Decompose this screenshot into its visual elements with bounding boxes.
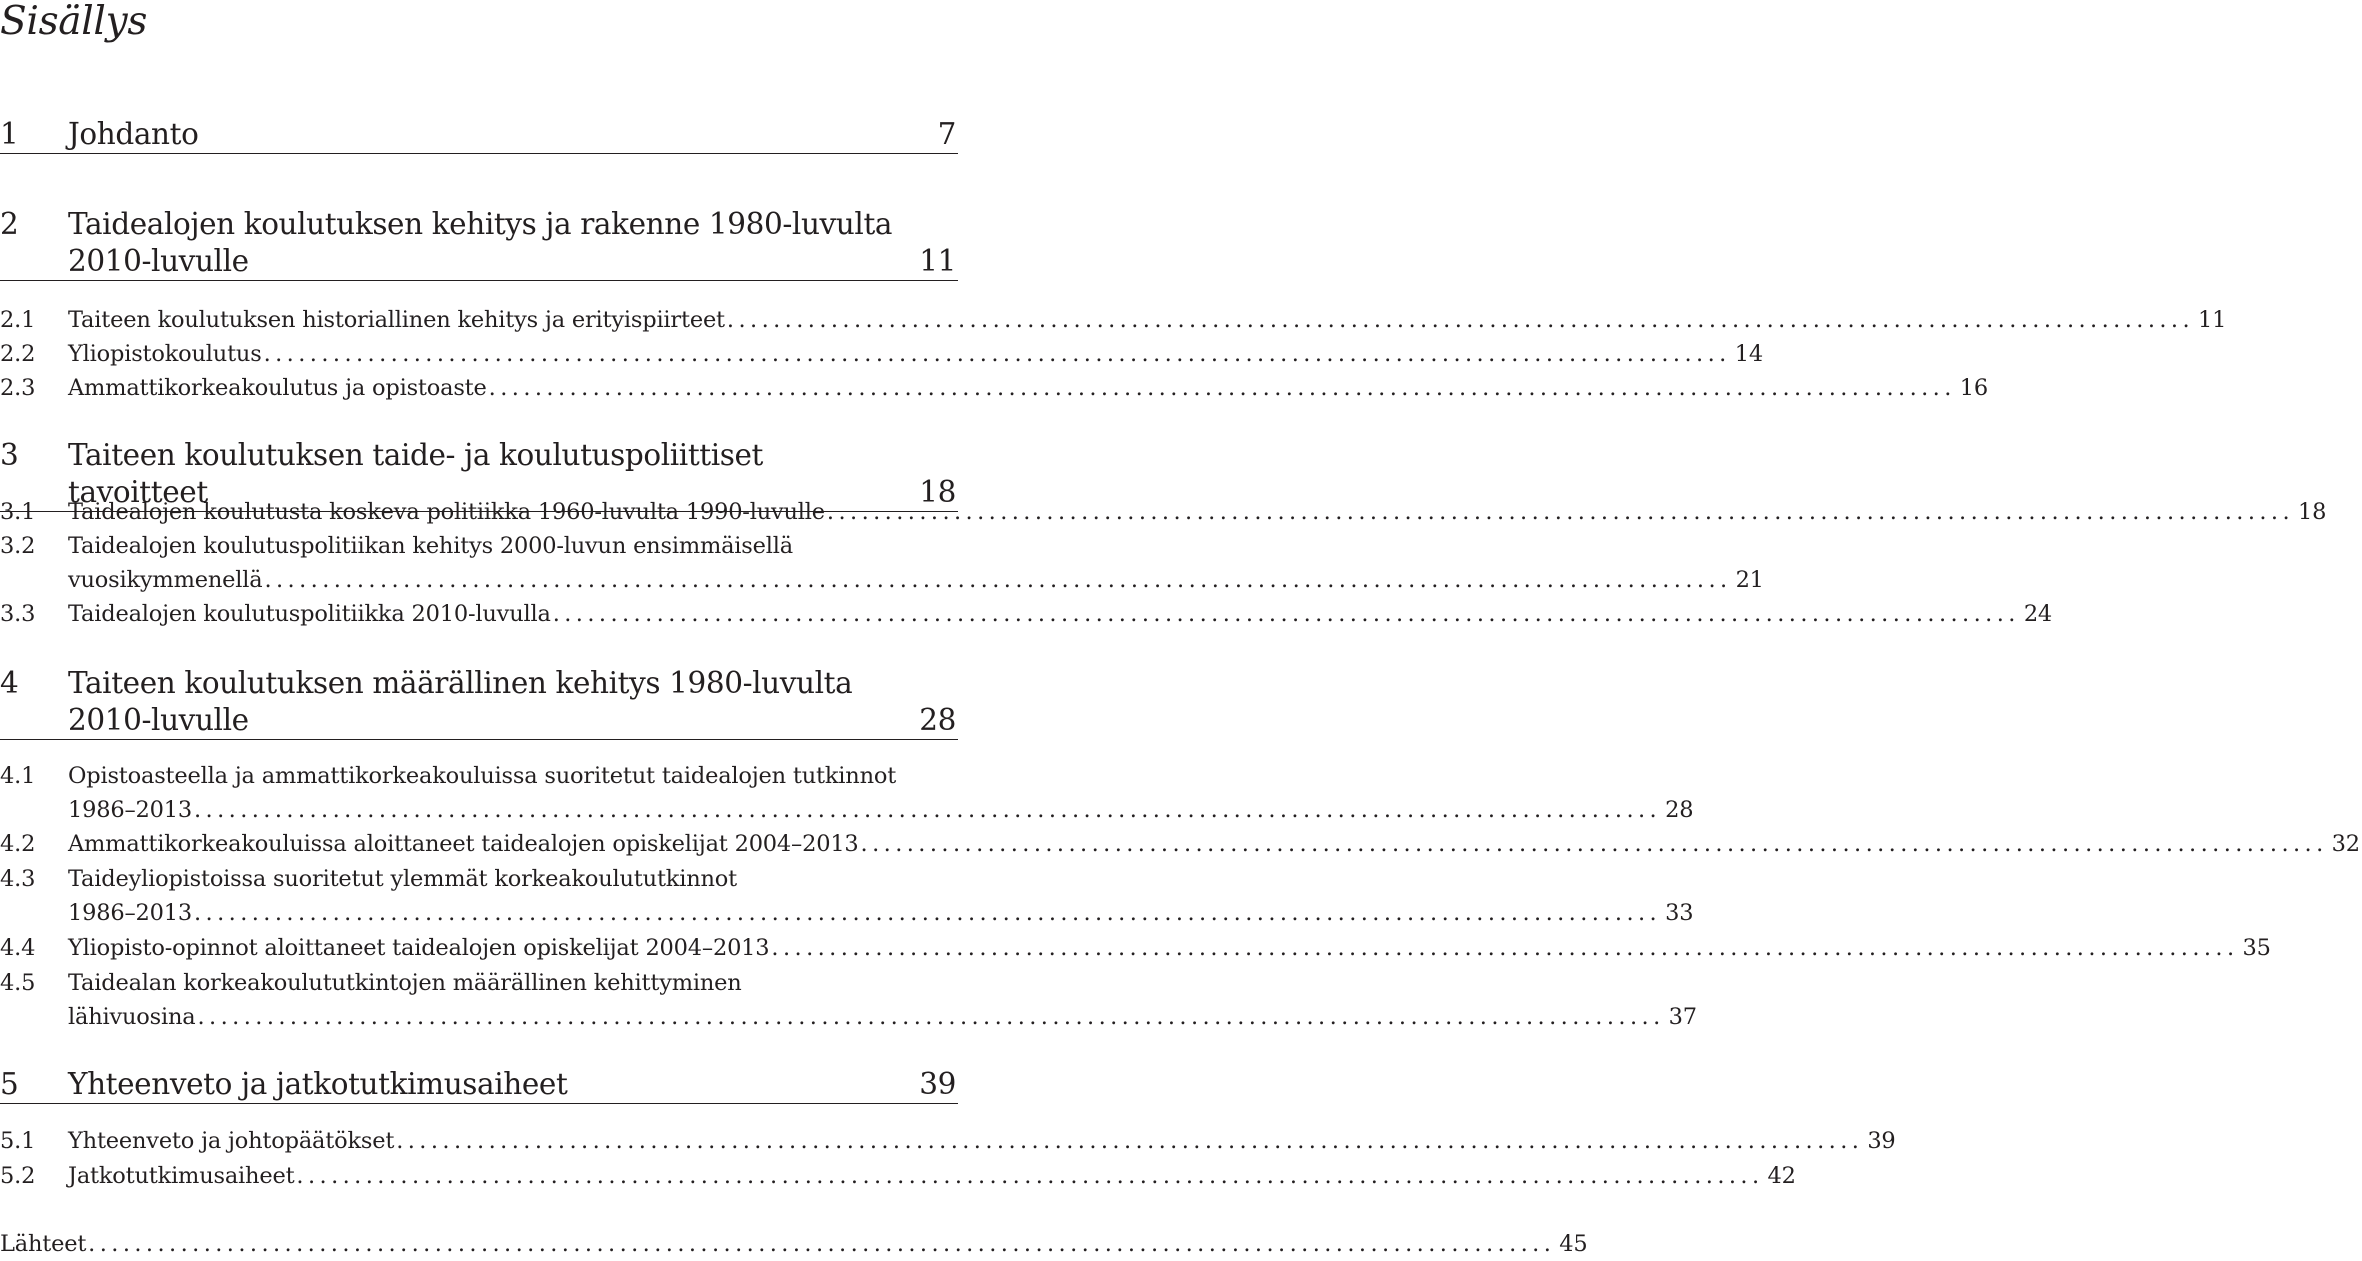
dot-leader: ...............................................................................................................................: [726, 307, 2195, 333]
section-page: 39: [1867, 1128, 1896, 1154]
dot-leader: ...............................................................................................................................: [826, 499, 2295, 525]
references-title: Lähteet: [0, 1231, 87, 1257]
chapter-1-entry[interactable]: [0, 116, 958, 154]
section-title: Taiteen koulutuksen historiallinen kehitys ja erityispiirteet: [68, 307, 725, 333]
dot-leader: ...............................................................................................................................: [296, 1163, 1764, 1189]
section-number: 4.1: [0, 763, 36, 789]
chapter-number: 2: [0, 207, 19, 241]
dot-leader: ...............................................................................................................................: [197, 1004, 1665, 1030]
chapter-title-line2: 2010-luvulle: [68, 244, 249, 278]
chapter-title: Yhteenveto ja jatkotutkimusaiheet: [68, 1067, 568, 1101]
chapter-title-line1: Taidealojen koulutuksen kehitys ja rakenne 1980-luvulta: [68, 207, 893, 241]
section-title: Jatkotutkimusaiheet: [68, 1163, 295, 1189]
section-page: 18: [2298, 499, 2327, 525]
chapter-page: 28: [919, 703, 956, 737]
section-5-1-entry[interactable]: [0, 1124, 1896, 1158]
section-title: Ammattikorkeakouluissa aloittaneet taidealojen opiskelijat 2004–2013: [68, 831, 859, 857]
section-number: 3.3: [0, 601, 36, 627]
dot-leader: ...............................................................................................................................: [860, 831, 2328, 857]
section-title-line1: Taidealojen koulutuspolitiikan kehitys 2000-luvun ensimmäisellä: [68, 533, 793, 559]
section-title-line2: 1986–2013: [68, 900, 192, 926]
references-entry[interactable]: [0, 1227, 1588, 1261]
section-4-3-entry[interactable]: [0, 862, 1694, 930]
dot-leader: ...............................................................................................................................: [264, 567, 1732, 593]
chapter-page: 7: [937, 117, 956, 151]
section-title-line1: Taidealan korkeakoulututkintojen määrällinen kehittyminen: [68, 970, 742, 996]
section-title: Yhteenveto ja johtopäätökset: [68, 1128, 395, 1154]
chapter-number: 3: [0, 438, 19, 472]
dot-leader: ...............................................................................................................................: [193, 900, 1662, 926]
section-number: 5.1: [0, 1128, 36, 1154]
chapter-2-entry[interactable]: [0, 206, 958, 281]
chapter-title: Taiteen koulutuksen taide- ja koulutuspoliittiset tavoitteet: [68, 438, 764, 509]
section-page: 21: [1735, 567, 1764, 593]
section-3-3-entry[interactable]: [0, 597, 2053, 631]
section-number: 2.1: [0, 307, 36, 333]
section-title: Yliopisto-opinnot aloittaneet taidealojen opiskelijat 2004–2013: [68, 935, 770, 961]
section-4-4-entry[interactable]: [0, 931, 2271, 965]
section-number: 5.2: [0, 1163, 36, 1189]
dot-leader: ...............................................................................................................................: [263, 341, 1731, 367]
chapter-number: 5: [0, 1067, 19, 1101]
dot-leader: ...............................................................................................................................: [552, 601, 2020, 627]
section-2-3-entry[interactable]: [0, 371, 1989, 405]
section-page: 35: [2242, 935, 2271, 961]
chapter-page: 39: [919, 1067, 956, 1101]
section-4-5-entry[interactable]: [0, 966, 1697, 1034]
section-2-1-entry[interactable]: [0, 303, 2227, 337]
chapter-title-line2: 2010-luvulle: [68, 703, 249, 737]
toc-title: Sisällys: [0, 0, 148, 44]
section-2-2-entry[interactable]: [0, 337, 1763, 371]
section-page: 42: [1767, 1163, 1796, 1189]
dot-leader: ...............................................................................................................................: [193, 797, 1662, 823]
section-number: 4.4: [0, 935, 36, 961]
dot-leader: ...............................................................................................................................: [488, 375, 1956, 401]
section-title-line2: vuosikymmenellä: [68, 567, 263, 593]
section-page: 16: [1959, 375, 1989, 401]
section-title-line2: lähivuosina: [68, 1004, 196, 1030]
section-number: 4.5: [0, 970, 36, 996]
section-number: 3.1: [0, 499, 36, 525]
section-number: 4.2: [0, 831, 36, 857]
chapter-title: Johdanto: [68, 117, 199, 151]
chapter-4-entry[interactable]: [0, 665, 958, 740]
chapter-title-line1: Taiteen koulutuksen määrällinen kehitys 1980-luvulta: [68, 666, 853, 700]
section-page: 32: [2331, 831, 2360, 857]
section-title-line1: Taideyliopistoissa suoritetut ylemmät korkeakoulututkinnot: [68, 866, 737, 892]
chapter-page: 18: [919, 475, 956, 509]
section-5-2-entry[interactable]: [0, 1159, 1796, 1193]
section-title-line2: 1986–2013: [68, 797, 192, 823]
section-number: 2.2: [0, 341, 36, 367]
references-page: 45: [1559, 1231, 1588, 1257]
section-number: 3.2: [0, 533, 36, 559]
dot-leader: ...............................................................................................................................: [771, 935, 2239, 961]
section-page: 14: [1734, 341, 1763, 367]
section-page: 37: [1668, 1004, 1697, 1030]
section-title: Taidealojen koulutuspolitiikka 2010-luvulla: [68, 601, 551, 627]
section-page: 28: [1665, 797, 1694, 823]
section-page: 24: [2023, 601, 2053, 627]
section-page: 33: [1665, 900, 1694, 926]
section-page: 11: [2198, 307, 2227, 333]
section-3-2-entry[interactable]: [0, 529, 1764, 597]
section-4-1-entry[interactable]: [0, 759, 1694, 827]
section-number: 2.3: [0, 375, 36, 401]
dot-leader: ...............................................................................................................................: [88, 1231, 1556, 1257]
section-3-1-entry[interactable]: [0, 495, 2327, 529]
chapter-number: 1: [0, 117, 19, 151]
chapter-5-entry[interactable]: [0, 1066, 958, 1104]
section-title: Yliopistokoulutus: [68, 341, 262, 367]
section-title: Taidealojen koulutusta koskeva politiikka 1960-luvulta 1990-luvulle: [68, 499, 825, 525]
dot-leader: ...............................................................................................................................: [396, 1128, 1864, 1154]
chapter-page: 11: [919, 244, 956, 278]
chapter-number: 4: [0, 666, 19, 700]
section-4-2-entry[interactable]: [0, 827, 2360, 861]
section-title-line1: Opistoasteella ja ammattikorkeakouluissa suoritetut taidealojen tutkinnot: [68, 763, 897, 789]
section-number: 4.3: [0, 866, 36, 892]
section-title: Ammattikorkeakoulutus ja opistoaste: [68, 375, 487, 401]
